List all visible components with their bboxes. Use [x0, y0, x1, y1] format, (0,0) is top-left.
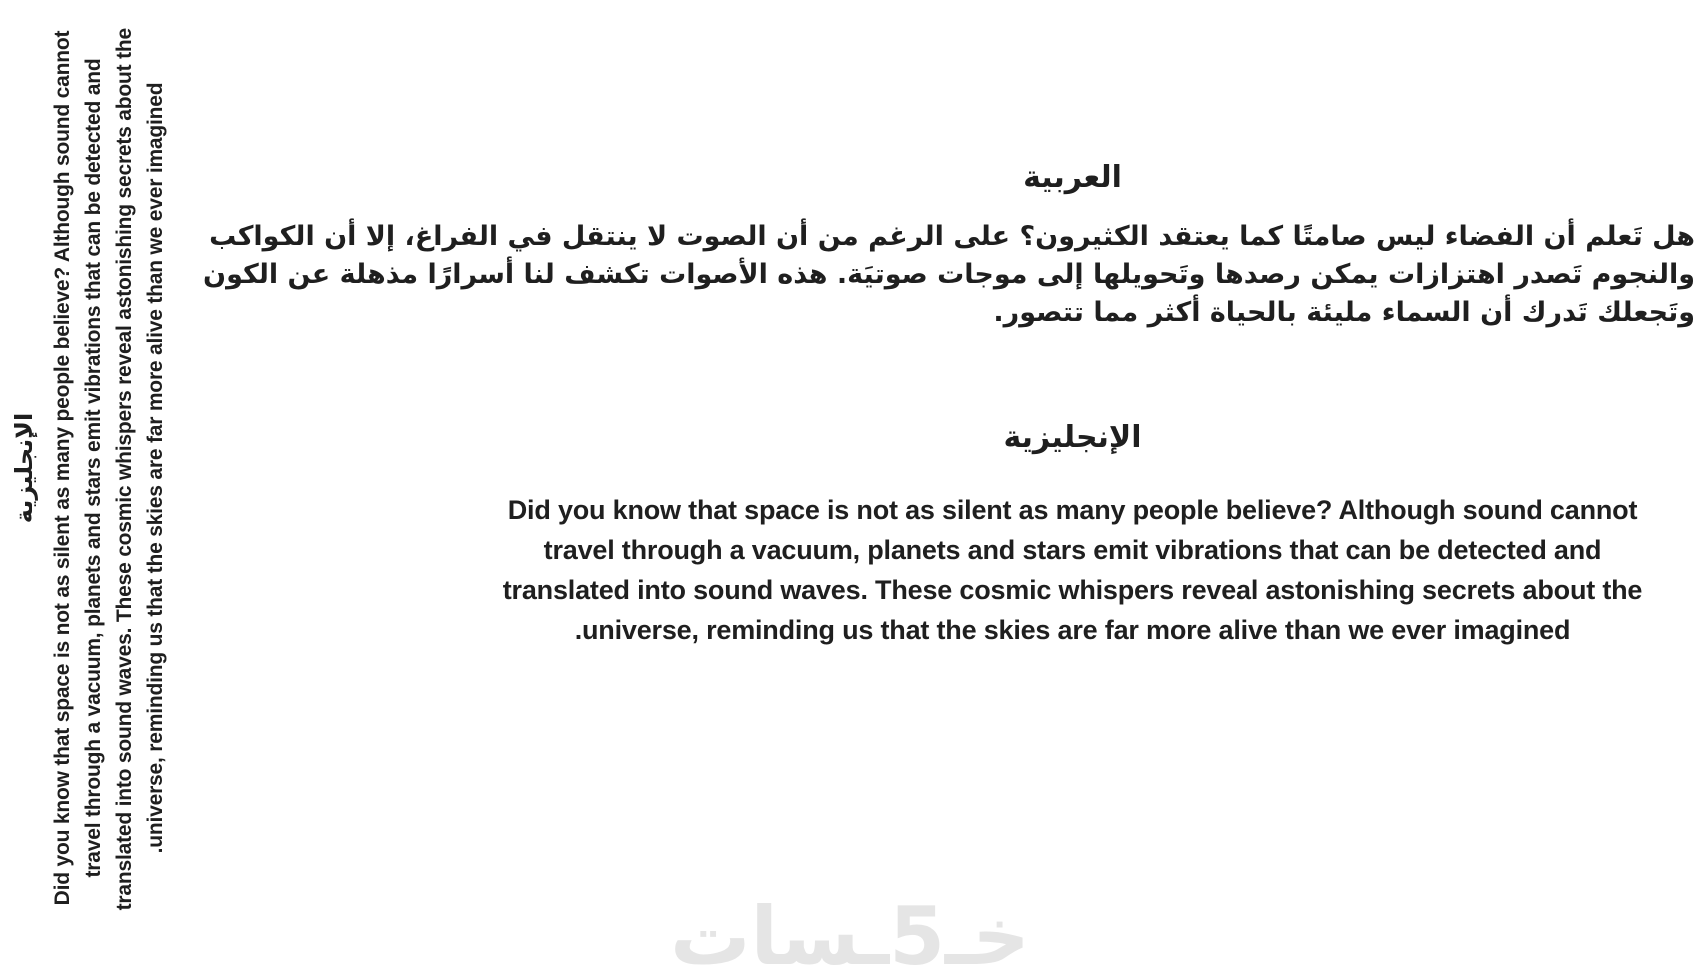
arabic-paragraph-line: والنجوم تَصدر اهتزازات يمكن رصدها وتَحويلها إلى موجات صوتيَة. هذه الأصوات تكشف لنا أسرارًا مذهلة عن الكون — [203, 259, 1695, 290]
english-paragraph — [450, 490, 1695, 650]
sidebar-english-line: Did you know that space is not as silent as many people believe? Although sound cannot — [51, 30, 74, 906]
arabic-paragraph — [203, 218, 1695, 332]
sidebar-english-heading: الإنجليزية — [10, 412, 38, 524]
english-paragraph-line: Did you know that space is not as silent as many people believe? Although sound cannot — [507, 495, 1638, 525]
english-paragraph-line: translated into sound waves. These cosmic whispers reveal astonishing secrets about the — [502, 575, 1643, 605]
sidebar-english-line: universe, reminding us that the skies are far more alive than we ever imagined. — [144, 82, 167, 854]
sidebar-english-paragraph — [47, 28, 171, 911]
english-heading: الإنجليزية — [1003, 420, 1142, 455]
arabic-paragraph-line: وتَجعلك تَدرك أن السماء مليئة بالحياة أكثر مما تتصور. — [993, 297, 1695, 328]
sidebar-rotated-english-block — [7, 28, 183, 911]
english-paragraph-line: travel through a vacuum, planets and stars emit vibrations that can be detected and — [543, 535, 1602, 565]
khamsat-watermark-logo: خـ5ـسات — [670, 890, 1030, 970]
sidebar-english-line: translated into sound waves. These cosmic whispers reveal astonishing secrets about the — [113, 28, 136, 911]
arabic-heading: العربية — [1023, 160, 1122, 195]
english-paragraph-line: universe, reminding us that the skies are far more alive than we ever imagined. — [574, 615, 1571, 645]
arabic-paragraph-line: هل تَعلم أن الفضاء ليس صامتًا كما يعتقد الكثيرون؟ على الرغم من أن الصوت لا ينتقل في الفراغ، إلا أن الكواكب — [209, 221, 1695, 252]
main-content — [203, 0, 1695, 970]
sidebar-english-line: travel through a vacuum, planets and stars emit vibrations that can be detected and — [82, 58, 105, 878]
